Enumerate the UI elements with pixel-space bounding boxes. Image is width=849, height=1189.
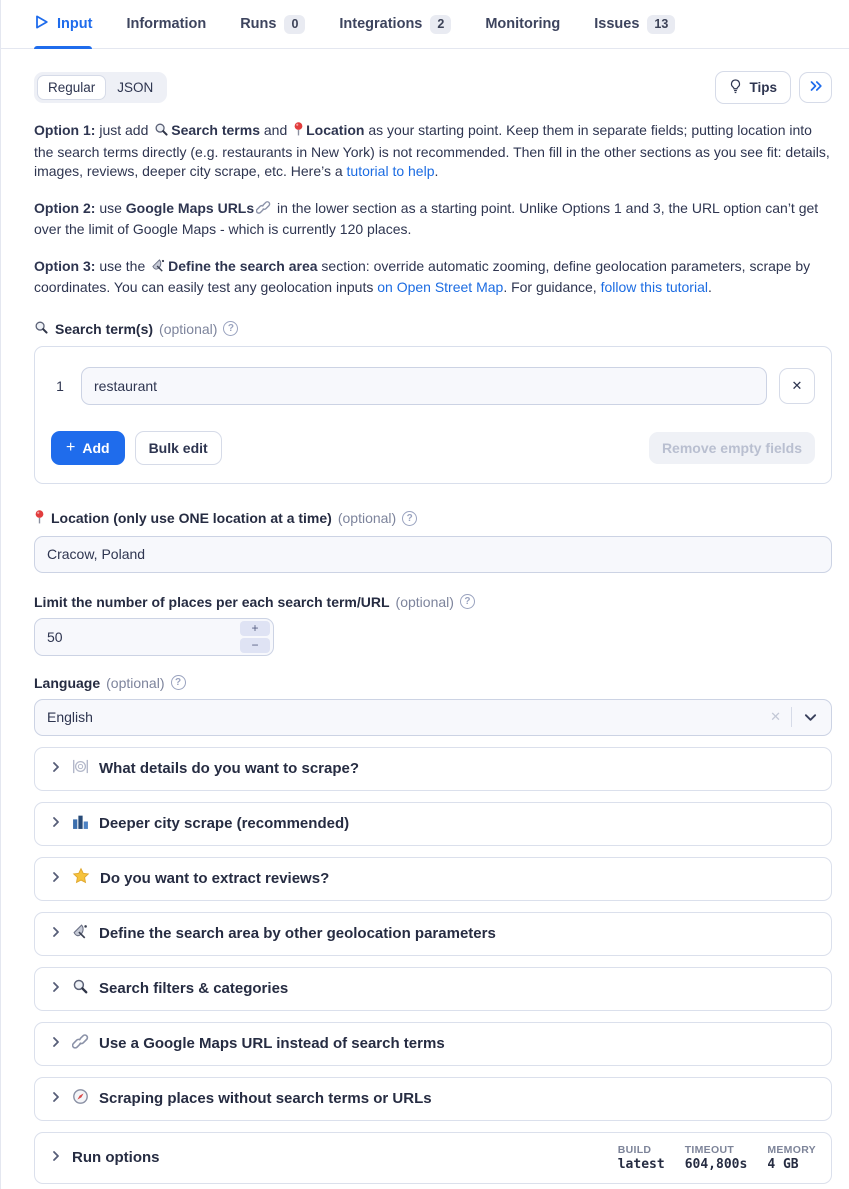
help-icon[interactable]: ? (171, 675, 186, 690)
memory-value: 4 GB (767, 1156, 799, 1172)
memory-label: MEMORY (767, 1143, 816, 1156)
play-icon (34, 14, 49, 34)
tab-bar (1, 0, 849, 49)
link-icon (72, 1033, 89, 1055)
accordion-deeper-city-scrape[interactable] (34, 802, 832, 846)
lightbulb-icon (729, 78, 742, 97)
option2-body: in the lower section as a starting point. Unlike Options 1 and 3, the URL option can’t get over the limit of Google Maps - which is currently 120 places. (34, 199, 819, 237)
run-options-metrics (618, 1144, 816, 1172)
chevron-right-icon (50, 760, 62, 778)
build-value: latest (617, 1156, 665, 1172)
accordion-google-maps-url[interactable] (34, 1022, 832, 1066)
help-icon[interactable]: ? (402, 511, 417, 526)
help-icon[interactable]: ? (223, 321, 238, 336)
plus-icon: + (66, 438, 76, 456)
tab-issues[interactable] (594, 0, 675, 48)
pin-icon (34, 509, 45, 528)
option1-body: as your starting point. Keep them in separate fields; putting location into the search terms directly (e.g. restaurants in New York) is not recommended. Then fill in the other sections as you see fit: details, images, reviews, deeper city scrape, etc. Here’s a (34, 122, 830, 179)
option1-pre: just add (95, 122, 153, 138)
language-title: Language (34, 674, 101, 691)
remove-empty-fields-button[interactable]: Remove empty fields (649, 432, 815, 464)
language-value: English (47, 709, 93, 725)
search-terms-title: Search term(s) (55, 320, 154, 337)
memory-metric (767, 1144, 816, 1172)
accordion-label: What details do you want to scrape? (99, 760, 360, 777)
search-terms-label (34, 320, 832, 338)
magnifier-icon (72, 978, 89, 1000)
tab-input[interactable] (34, 0, 92, 48)
tab-monitoring[interactable] (485, 0, 560, 48)
option3-label: Option 3: (34, 257, 96, 274)
pin-icon (293, 121, 304, 143)
help-icon[interactable]: ? (460, 594, 475, 609)
mode-json-button[interactable]: JSON (117, 80, 154, 95)
accordion-no-search-terms[interactable] (34, 1077, 832, 1121)
increment-button[interactable]: + (240, 621, 270, 636)
satellite-icon (72, 923, 89, 945)
tab-input-label: Input (57, 16, 93, 32)
input-toolbar (34, 71, 832, 104)
chevron-right-icon (50, 925, 62, 943)
search-term-input[interactable] (81, 367, 767, 405)
chevron-right-icon (50, 1035, 62, 1053)
accordion-label: Define the search area by other geolocation parameters (99, 925, 496, 942)
option2-pre: use (95, 199, 126, 216)
location-title: Location (only use ONE location at a time) (51, 510, 332, 526)
option3-body: section: override automatic zooming, define geolocation parameters, scrape by coordinates. You can easily test any geolocation inputs (34, 257, 811, 295)
option1-and: and (259, 122, 292, 138)
tab-runs[interactable] (240, 0, 305, 48)
add-label: Add (82, 439, 110, 456)
runs-count-badge: 0 (284, 15, 305, 34)
tab-information-label: Information (126, 16, 207, 32)
tab-monitoring-label: Monitoring (485, 16, 561, 32)
chevron-right-icon (50, 980, 62, 998)
chevron-down-icon (792, 713, 819, 722)
star-icon (72, 867, 90, 890)
double-chevron-right-icon (809, 80, 823, 95)
integrations-count-badge: 2 (430, 15, 451, 34)
plate-icon (72, 758, 89, 780)
accordion-search-filters[interactable] (34, 967, 832, 1011)
limit-title: Limit the number of places per each search term/URL (34, 593, 390, 610)
option1-location: Location (306, 122, 365, 138)
search-terms-actions (51, 431, 815, 465)
editor-mode-switch (34, 72, 167, 103)
number-stepper (240, 621, 270, 653)
search-terms-card (34, 346, 832, 484)
magnifier-icon (154, 122, 169, 143)
mode-regular-button[interactable]: Regular (37, 75, 106, 100)
link-icon (256, 200, 271, 221)
accordion-run-options[interactable] (34, 1132, 832, 1184)
tab-information[interactable] (126, 0, 206, 48)
option3-end: . (707, 279, 712, 295)
language-label (34, 675, 832, 691)
option3-pre: use the (95, 257, 150, 274)
option1-end: . (434, 163, 439, 179)
tab-issues-label: Issues (594, 16, 640, 32)
remove-term-button[interactable] (779, 368, 815, 404)
option1-search-terms: Search terms (171, 122, 260, 138)
accordion-search-area[interactable] (34, 912, 832, 956)
collapse-panel-button[interactable] (799, 72, 832, 103)
option1-paragraph (34, 121, 832, 182)
location-label (34, 509, 832, 528)
timeout-value: 604,800s (684, 1156, 748, 1172)
chevron-right-icon (50, 1090, 62, 1108)
search-term-row (51, 367, 815, 405)
option2-maps-urls: Google Maps URLs (125, 199, 255, 216)
tutorial-to-help-link[interactable]: tutorial to help (346, 163, 435, 179)
compass-icon (72, 1088, 89, 1110)
language-select[interactable] (34, 699, 832, 736)
issues-count-badge: 13 (647, 15, 675, 34)
build-label: BUILD (617, 1143, 652, 1156)
limit-field (34, 618, 274, 656)
limit-input[interactable] (34, 618, 274, 656)
magnifier-icon (34, 320, 49, 338)
chevron-right-icon (50, 1149, 62, 1167)
option3-paragraph (34, 257, 832, 298)
option3-mid: . For guidance, (503, 279, 601, 295)
clear-icon[interactable]: ✕ (770, 709, 781, 724)
tab-integrations-label: Integrations (339, 16, 423, 32)
tab-runs-label: Runs (240, 16, 277, 32)
chevron-right-icon (50, 870, 62, 888)
open-street-map-link[interactable]: on Open Street Map (377, 279, 504, 295)
chevron-right-icon (50, 815, 62, 833)
tips-label: Tips (749, 80, 777, 95)
accordion-label: Search filters & categories (99, 980, 289, 997)
accordion-details[interactable] (34, 747, 832, 791)
tips-button[interactable] (715, 71, 791, 104)
option2-paragraph (34, 199, 832, 240)
limit-optional: (optional) (395, 593, 454, 610)
timeout-metric (685, 1144, 748, 1172)
language-optional: (optional) (106, 674, 165, 691)
limit-label (34, 594, 832, 610)
accordion-label: Scraping places without search terms or URLs (99, 1090, 432, 1107)
option1-label: Option 1: (34, 122, 96, 138)
bulk-edit-button[interactable]: Bulk edit (135, 431, 222, 465)
term-row-index: 1 (56, 377, 64, 394)
accordion-label: Do you want to extract reviews? (100, 870, 330, 887)
accordion-reviews[interactable] (34, 857, 832, 901)
run-options-label: Run options (72, 1149, 160, 1166)
add-term-button[interactable] (51, 431, 125, 465)
option2-label: Option 2: (34, 199, 96, 216)
location-optional: (optional) (337, 510, 397, 526)
close-icon: ✕ (791, 377, 803, 393)
decrement-button[interactable]: − (240, 638, 270, 653)
accordion-label: Deeper city scrape (recommended) (99, 815, 350, 832)
cityscape-icon (72, 813, 89, 835)
build-metric (618, 1144, 665, 1172)
tab-integrations[interactable] (339, 0, 451, 48)
location-input[interactable] (34, 536, 832, 573)
accordion-label: Use a Google Maps URL instead of search terms (99, 1035, 445, 1052)
satellite-icon (151, 258, 166, 279)
option3-define-area: Define the search area (168, 257, 318, 274)
timeout-label: TIMEOUT (684, 1143, 735, 1156)
follow-tutorial-link[interactable]: follow this tutorial (600, 279, 708, 295)
search-terms-optional: (optional) (159, 320, 218, 337)
